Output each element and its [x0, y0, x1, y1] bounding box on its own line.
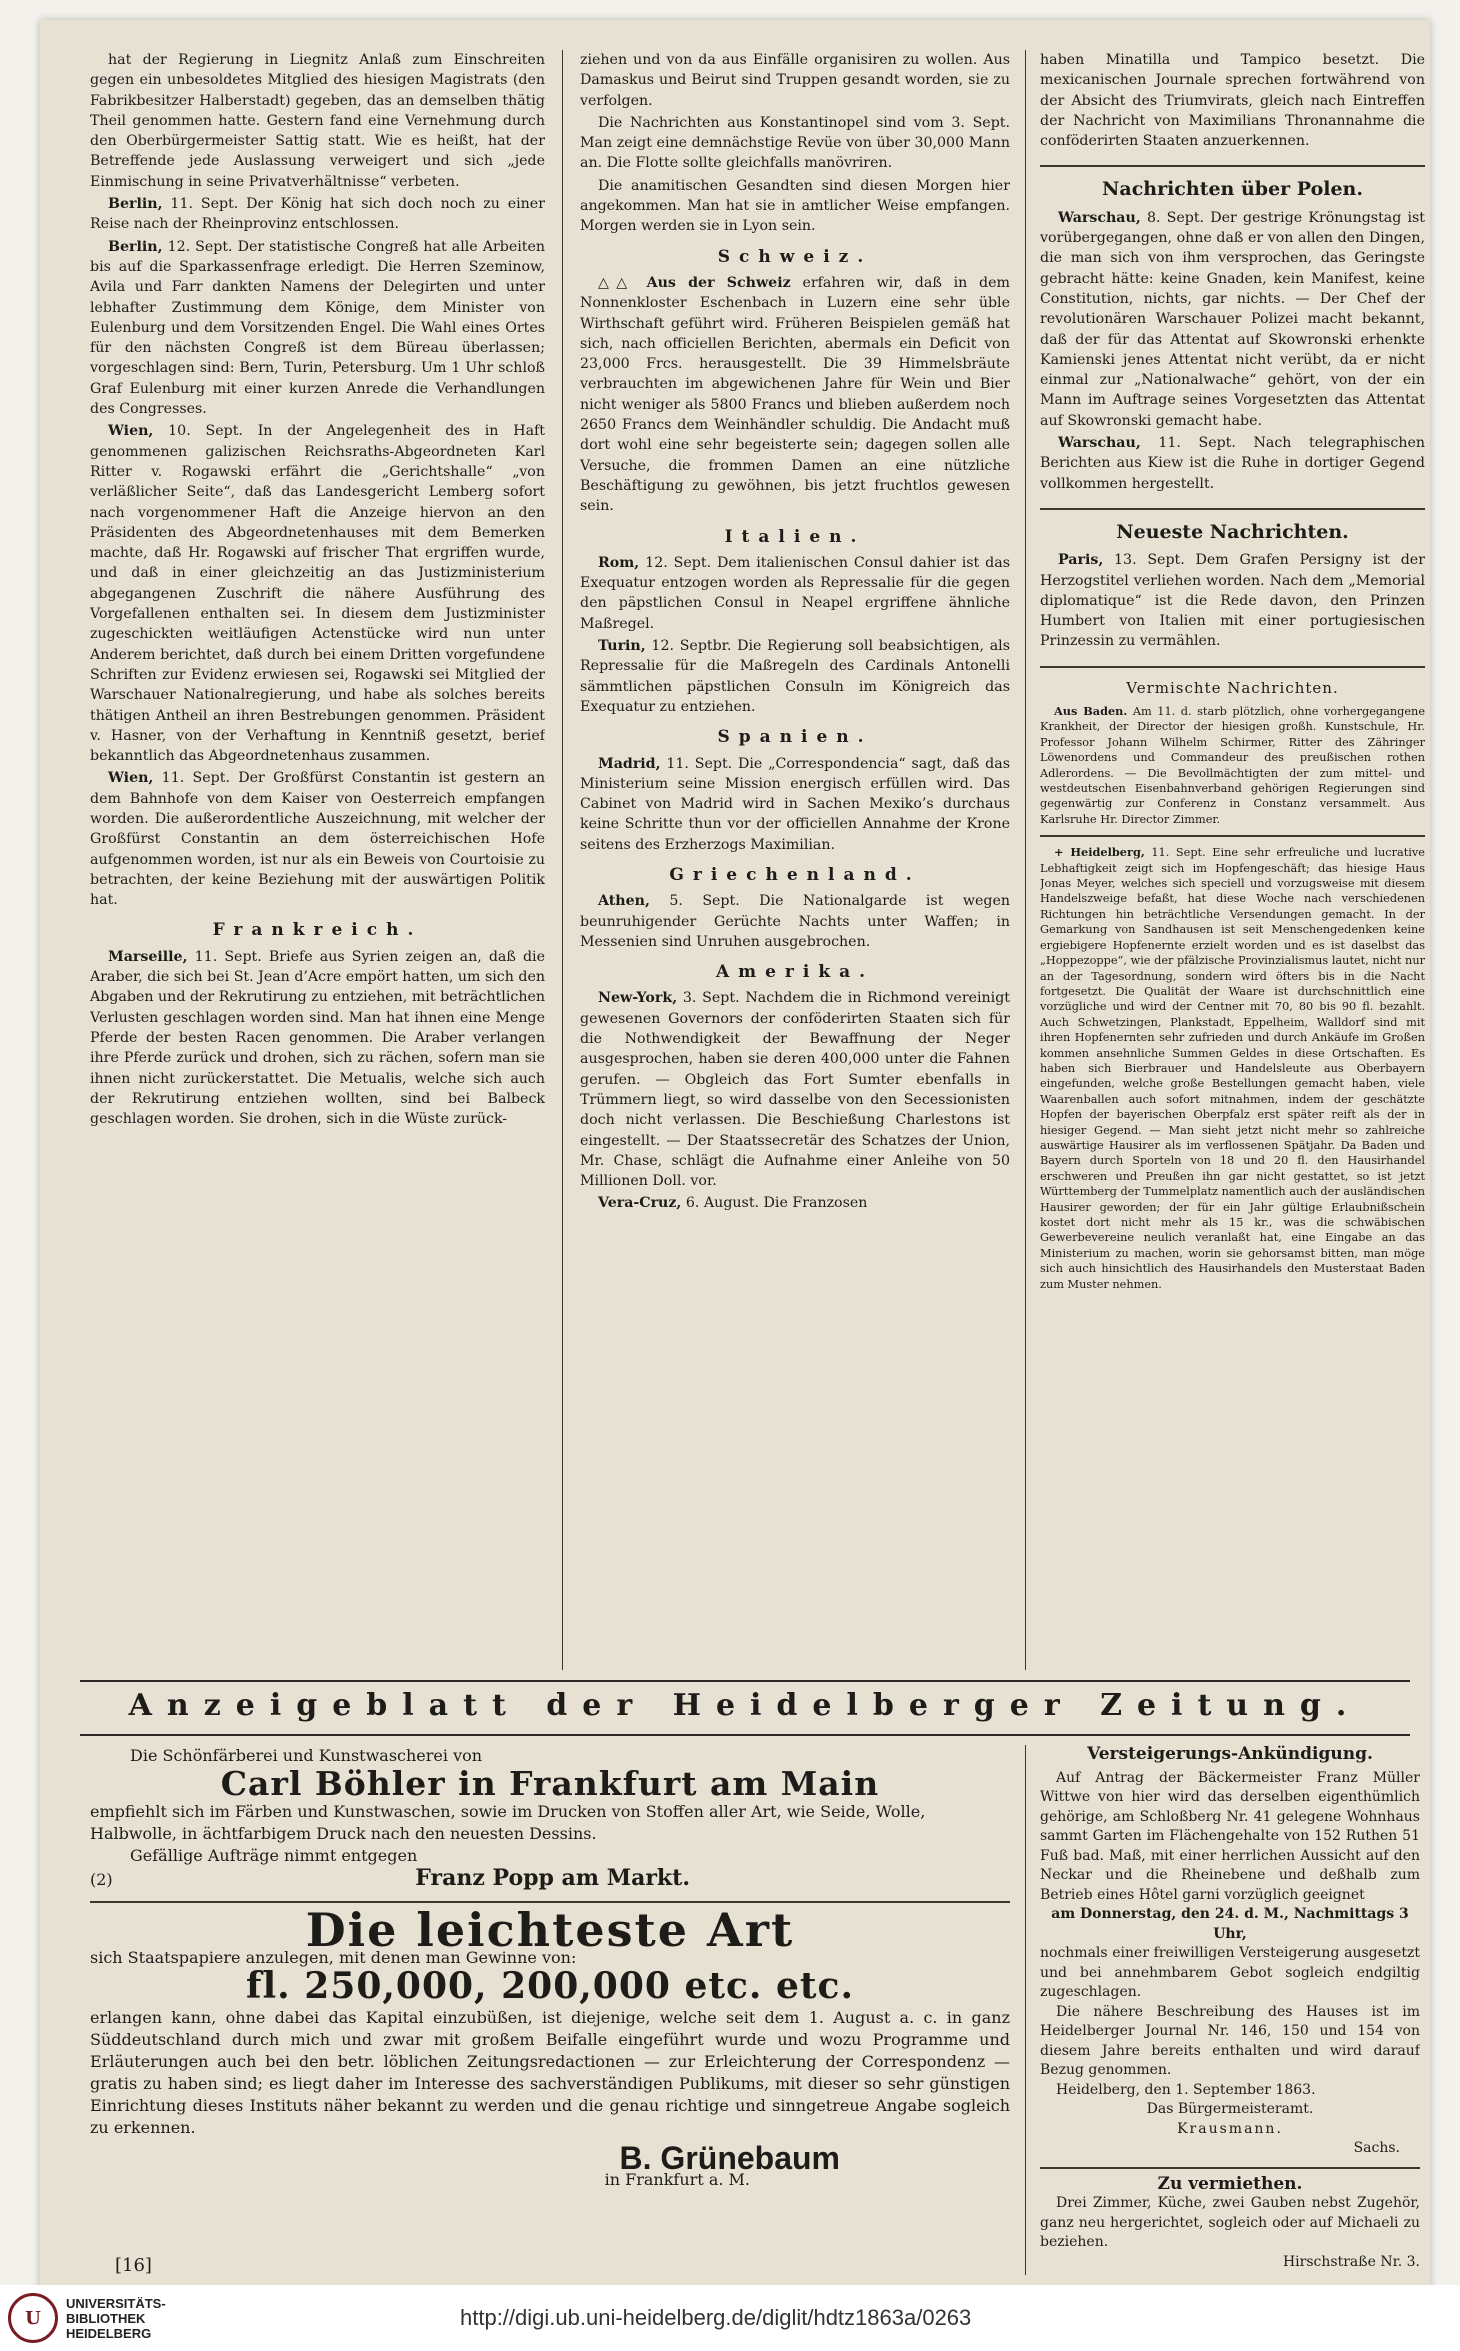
column-divider — [562, 50, 563, 1670]
article: Berlin, 12. Sept. Der statistische Congreß hat alle Arbeiten bis auf die Sparkassenfrage erledigt. Die Herren Szeminow, Avila und Farr dankten Namens der Delegirten und unter lebhafter Zustimmung dem Könige, dem Minister von Eulenburg und dem Vorsitzenden Engel. Die Wahl eines Ortes für den nächsten Congreß ist dem Büreau überlassen; vorgeschlagen sind: Bern, Turin, Petersburg. Um 1 Uhr schloß Graf Eulenburg mit einer kurzen Anrede die Verhandlungen des Congresses. — [90, 238, 545, 418]
permalink-url[interactable]: http://digi.ub.uni-heidelberg.de/diglit/hdtz1863a/0263 — [460, 2305, 972, 2330]
divider — [1040, 835, 1425, 837]
column-divider — [1025, 50, 1026, 1670]
divider — [1040, 165, 1425, 167]
ad-signature-name: B. Grünebaum — [619, 2140, 840, 2176]
auction-body: Auf Antrag der Bäckermeister Franz Müller Wittwe von hier wird das derselben eigenthümlich gehörige, am Schloßberg Nr. 41 gelegene Wohnhaus sammt Garten im Flächengehalte von 152 Ruthen 51 Fuß bad. Maß, mit einer herrlichen Aussicht auf den Neckar und die Rheinebene und deßhalb zum Betrieb eines Hôtel garni vorzüglich geeignet — [1040, 1769, 1420, 1903]
logo-line: BIBLIOTHEK — [66, 2310, 146, 2326]
article: New-York, 3. Sept. Nachdem die in Richmond vereinigt gewesenen Governors der conföderirten Staaten sich für die Nothwendigkeit der Bewaffnung der Neger ausgesprochen, haben sie deren 400,000 unter die Fahnen gerufen. — Obgleich das Fort Sumter ebenfalls in Trümmern liegt, so wird dasselbe von den Secessionisten doch nicht verlassen. Die Beschießung Charlestons ist eingestellt. — Der Staatssecretär des Schatzes der Union, Mr. Chase, schlägt die Aufnahme einer Anleihe von 50 Millionen Doll. vor. — [580, 990, 1010, 1190]
article: + Heidelberg, 11. Sept. Eine sehr erfreuliche und lucrative Lebhaftigkeit zeigt sich im Hopfengeschäft; das hiesige Haus Jonas Meyer, welches sich speciell und vorzugsweise mit diesem Handelszweige befaßt, hat diese Woche nach verschiedenen Richtungen hin beträchtliche Versendungen gemacht. In der Gemarkung von Sandhausen ist seit Menschengedenken keine ergiebigere Hopfenernte erzielt worden und es ist daselbst das „Hoppezoppe“, wie der pfälzische Provinzialismus lautet, nicht nur an der Tagesordnung, sondern wird öfters bis in die Nacht fortgesetzt. Die Qualität der Waare ist durchschnittlich eine vorzügliche und wird der Centner mit 70, 80 bis 90 fl. bezahlt. Auch Schwetzingen, Plankstadt, Eppelheim, Walldorf sind mit ihren Hopfenernten sehr zufrieden und durch Ankäufe im Großen kommen ansehnliche Summen Geldes in diese Ortschaften. Es haben sich Bierbrauer und Handelsleute aus Oberbayern eingefunden, welche große Bestellungen gemacht haben, viele Waarenballen auch sofort mitnahmen, indem der geschätzte Hopfen der bayerischen Oberpfalz erst später reift als der in hiesiger Gegend. — Man sieht jetzt nicht mehr so zahlreiche auswärtige Hausirer als im verflossenen Spätjahr. Da Baden und Bayern durch Sporteln von 18 und 20 fl. den Hausirhandel erschweren und Preußen ihn gar nicht gestattet, so ist jetzt Württemberg der Tummelplatz namentlich auch der ausländischen Hausirer geworden; der für ein Jahr gültige Erlaubnißschein kostet dort nicht mehr als 15 kr., was die schwäbischen Gewerbevereine neulich veranlaßt hat, eine Eingabe an das Ministerium zu machen, worin sie gehorsamst bitten, man möge sich auch hinsichtlich des Hausirhandels den Musterstaat Baden zum Muster nehmen. — [1040, 845, 1425, 1291]
ads-left — [90, 1745, 1010, 2275]
section-heading-frankreich: Frankreich. — [212, 920, 423, 941]
auction-sachs: Sachs. — [1353, 2140, 1400, 2156]
divider — [1040, 666, 1425, 668]
divider — [1040, 2167, 1420, 2169]
small-print-block — [1040, 704, 1425, 1292]
logo-line: UNIVERSITÄTS- — [66, 2295, 166, 2311]
logo-line: HEIDELBERG — [66, 2325, 152, 2341]
footer-bar — [0, 2285, 1460, 2351]
article: Die Nachrichten aus Konstantinopel sind vom 3. Sept. Man zeigt eine demnächstige Revüe von über 30,000 Mann an. Die Flotte sollte gleichfalls manövriren. — [580, 114, 1010, 172]
ad-agent: Franz Popp am Markt. — [415, 1865, 690, 1891]
university-seal-icon: U — [8, 2293, 58, 2343]
column-3 — [1040, 50, 1425, 1670]
ad-amount: fl. 250,000, 200,000 etc. etc. — [246, 1965, 854, 2007]
article: haben Minatilla und Tampico besetzt. Die mexicanischen Journale sprechen fortwährend von der Absicht des Triumvirats, gleich nach Eintreffen der Nachricht von Maximilians Thronannahme die conföderirten Staaten anzuerkennen. — [1040, 52, 1425, 150]
column-1 — [90, 50, 545, 1670]
column-2 — [580, 50, 1010, 1670]
ad-section-rule — [80, 1680, 1410, 1682]
auction-place-date: Heidelberg, den 1. September 1863. — [1056, 2081, 1316, 2098]
auction-body: nochmals einer freiwilligen Versteigerung ausgesetzt und bei annehmbarem Gebot sogleich endgiltig zugeschlagen. — [1040, 1945, 1420, 2000]
section-heading-italien: Italien. — [724, 526, 866, 547]
ad-orders-line: Gefällige Aufträge nimmt entgegen — [130, 1846, 418, 1865]
section-heading-vermischte: Vermischte Nachrichten. — [1126, 678, 1339, 697]
ad-company-name: Carl Böhler in Frankfurt am Main — [220, 1764, 880, 1803]
article: Rom, 12. Sept. Dem italienischen Consul dahier ist das Exequatur entzogen worden als Repressalie für die gegen den päpstlichen Consul in Neapel ergriffene ähnliche Maßregel. — [580, 554, 1010, 632]
rent-address: Hirschstraße Nr. 3. — [1282, 2253, 1420, 2270]
section-heading-spanien: Spanien. — [717, 727, 873, 748]
auction-title: Versteigerungs-Ankündigung. — [1087, 1745, 1373, 1764]
ad-body: empfiehlt sich im Färben und Kunstwaschen, sowie im Drucken von Stoffen aller Art, wie Seide, Wolle, Halbwolle, in ächtfarbigem Druck nach den neuesten Dessins. — [90, 1802, 926, 1843]
article: Warschau, 8. Sept. Der gestrige Krönungstag ist vorübergegangen, ohne daß er von allen den Dingen, die man sich von ihm versprochen, das Geringste gebracht hätte: keine Gnaden, kein Manifest, keine Constitution, nichts, gar nichts. — Der Chef der revolutionären Warschauer Polizei macht bekannt, daß der für das Attentat auf Skowronski erhenkte Kamienski jenes Attentat nicht verübt, da er nicht einmal zur „Nationalwache“ gehört, von der ein Mann im Auftrage seines Vorgesetzten das Attentat auf Skowronski gemacht habe. — [1040, 209, 1425, 429]
article: Paris, 13. Sept. Dem Grafen Persigny ist der Herzogstitel verliehen worden. Nach dem „Memorial diplomatique“ ist die Rede davon, den Prinzen Humbert von Italien mit einer portugiesischen Prinzessin zu vermählen. — [1040, 552, 1425, 650]
article: Warschau, 11. Sept. Nach telegraphischen Berichten aus Kiew ist die Ruhe in dortiger Gegend vollkommen hergestellt. — [1040, 435, 1425, 492]
ad-headline: Die leichteste Art — [305, 1903, 795, 1957]
ad-body: erlangen kann, ohne dabei das Kapital einzubüßen, ist diejenige, welche seit dem 1. August a. c. in ganz Süddeutschland durch mich und zwar mit großem Beifalle eingeführt wurde und wozu Programme und Erläuterungen auch bei den betr. löblichen Zeitungsredactionen — zur Erleichterung der Correspondenz — gratis zu haben sind; es liegt daher im Interesse des sachverständigen Publikums, mit dieser so sehr günstigen Einrichtung dieses Instituts näher bekannt zu werden und die genau richtige und sinngetreue Angabe sogleich zu erkennen. — [90, 2008, 1010, 2137]
article: Madrid, 11. Sept. Die „Correspondencia“ sagt, daß das Ministerium seine Mission energisch erfüllen wird. Das Cabinet von Madrid wird in Sachen Mexiko’s durchaus keine Schritte thun vor der officiellen Annahme der Krone seitens des Erzherzogs Maximilian. — [580, 755, 1010, 853]
article: ziehen und von da aus Einfälle organisiren zu wollen. Aus Damaskus und Beirut sind Truppen gesandt worden, sie zu verfolgen. — [580, 52, 1010, 109]
article: Vera-Cruz, 6. August. Die Franzosen — [598, 1195, 868, 1212]
ad-section-rule — [80, 1734, 1410, 1736]
rent-body: Drei Zimmer, Küche, zwei Gauben nebst Zugehör, ganz neu hergerichtet, sogleich oder auf Michaeli zu beziehen. — [1040, 2195, 1420, 2250]
section-heading-griechenland: Griechenland. — [669, 864, 921, 885]
ad-footer-line — [90, 1867, 1010, 1891]
auction-date: am Donnerstag, den 24. d. M., Nachmittags 3 Uhr, — [1051, 1906, 1409, 1942]
section-heading-amerika: Amerika. — [715, 962, 875, 983]
page-number: [16] — [115, 2255, 152, 2276]
newspaper-page — [40, 20, 1430, 2300]
article: Athen, 5. Sept. Die Nationalgarde ist wegen beunruhigender Gerüchte Nachts unter Waffen; in Messenien sind Unruhen ausgebrochen. — [580, 893, 1010, 950]
ad-intro-line: Die Schönfärberei und Kunstwascherei von — [130, 1746, 483, 1765]
article: Die anamitischen Gesandten sind diesen Morgen hier angekommen. Man hat sie in amtlicher Weise empfangen. Morgen werden sie in Lyon sein. — [580, 177, 1010, 235]
section-heading-schweiz: Schweiz. — [717, 246, 873, 267]
article: Aus Baden. Am 11. d. starb plötzlich, ohne vorhergegangene Krankheit, der Director der hiesigen großh. Kunstschule, Hr. Professor Johann Wilhelm Schirmer, Ritter des Zähringer Löwenordens und Commandeur des preußischen rothen Adlerordens. — Die Bevollmächtigten der zum mittel- und westdeutschen Eisenbahnverband gehörigen Regierungen sind gegenwärtig zur Conferenz in Constanz versammelt. Aus Karlsruhe Hr. Director Zimmer. — [1040, 704, 1425, 826]
auction-signer: Krausmann. — [1177, 2120, 1283, 2137]
auction-office: Das Bürgermeisteramt. — [1146, 2101, 1314, 2117]
auction-body: Die nähere Beschreibung des Hauses ist im Heidelberger Journal Nr. 146, 150 und 154 von diesem Jahre bereits enthalten und wird darauf Bezug genommen. — [1040, 2003, 1420, 2078]
rent-title: Zu vermiethen. — [1157, 2173, 1303, 2194]
article: Berlin, 11. Sept. Der König hat sich doch noch zu einer Reise nach der Rheinprovinz entschlossen. — [90, 196, 545, 233]
article: Turin, 12. Septbr. Die Regierung soll beabsichtigen, als Repressalie für die Maßregeln des Cardinals Antonelli sämmtlichen päpstlichen Consuln im Königreich das Exequatur zu entziehen. — [580, 638, 1010, 715]
article: Marseille, 11. Sept. Briefe aus Syrien zeigen an, daß die Araber, die sich bei St. Jean d’Acre empört hatten, um sich den Abgaben und der Rekrutirung zu entziehen, mit beträchtlichen Verlusten geschlagen worden sind. Man hat ihnen eine Menge Pferde der besten Racen genommen. Die Araber verlangen ihre Pferde zurück und drohen, sich zu rächen, sofern man sie ihnen nicht zurückerstattet. Die Metualis, welche sich auch der Rekrutirung entziehen wollten, sind bei Balbeck geschlagen worden. Sie drohen, sich in die Wüste zurück- — [90, 948, 545, 1128]
section-heading-neueste: Neueste Nachrichten. — [1116, 520, 1349, 543]
article: Wien, 11. Sept. Der Großfürst Constantin ist gestern an dem Bahnhofe von dem Kaiser von Oesterreich empfangen worden. Die außerordentliche Auszeichnung, mit welcher der Großfürst Constantin an dem österreichischen Hofe aufgenommen worden, ist nur als ein Beweis von Courtoisie zu betrachten, der keine Beziehung mit der auswärtigen Politik hat. — [90, 770, 545, 909]
ad-signature-city: in Frankfurt a. M. — [604, 2170, 750, 2189]
ad-line: sich Staatspapiere anzulegen, mit denen man Gewinne von: — [90, 1948, 577, 1967]
ad-section-title: Anzeigeblatt der Heidelberger Zeitung. — [128, 1688, 1362, 1723]
library-logo[interactable] — [8, 2293, 166, 2343]
section-heading-polen: Nachrichten über Polen. — [1102, 178, 1363, 201]
column-divider — [1025, 1745, 1026, 2275]
divider — [1040, 508, 1425, 510]
ads-right — [1040, 1745, 1420, 2285]
ad-number: (2) — [90, 1870, 113, 1889]
article: △△ Aus der Schweiz erfahren wir, daß in dem Nonnenkloster Eschenbach in Luzern eine sehr üble Wirthschaft geführt wird. Früheren Beispielen gemäß hat sich, nach officiellen Berichten, abermals ein Deficit von 23,000 Frcs. herausgestellt. Die 39 Himmelsbräute verbrauchten im abgewichenen Jahre für Wein und Bier nicht weniger als 5800 Francs und blieben außerdem noch 2650 Francs dem Weinhändler schuldig. Die Andacht muß dort wohl eine sehr begeisterte sein; dagegen sollen alle Versuche, die frommen Damen an eine nützliche Beschäftigung zu gewöhnen, bis jetzt fruchtlos gewesen sein. — [580, 274, 1010, 515]
article: Wien, 10. Sept. In der Angelegenheit des in Haft genommenen galizischen Reichsraths-Abgeordneten Karl Ritter v. Rogawski erfährt die „Gerichtshalle“ „von verläßlicher Seite“, daß das Landesgericht Lemberg sofort nach vorgenommener Haft die Anzeige hiervon an den Präsidenten des Abgeordnetenhauses mit dem Bemerken machte, daß Hr. Rogawski auf frischer That ergriffen wurde, und daß in einer gleichzeitig an das Justizministerium abgegangenen Zuschrift die nähere Ausführung des Vorgefallenen enthalten sei. In diesem dem Justizminister zugeschickten weitläufigen Actenstücke wird nun unter Anderem berichtet, daß durch bei einem Dritten vorgefundene Schriften zur Evidenz erwiesen sei, Rogawski sei Mitglied der Warschauer Nationalregierung, und habe als solches bereits thätigen Antheil an ihren Bestrebungen genommen. Präsident v. Hasner, von der Verhaftung in Kenntniß gesetzt, berief bekanntlich das Abgeordnetenhaus zusammen. — [90, 423, 545, 765]
article: hat der Regierung in Liegnitz Anlaß zum Einschreiten gegen ein unbesoldetes Mitglied des hiesigen Magistrats (den Fabrikbesitzer Halberstadt) gegeben, das an demselben thätig Theil genommen hatte. Gestern fand eine Vernehmung durch den Oberbürgermeister Sattig statt. Wie es heißt, hat der Betreffende jede Auslassung verweigert und sich „jede Einmischung in seine Privatverhältnisse“ verbeten. — [90, 52, 545, 190]
